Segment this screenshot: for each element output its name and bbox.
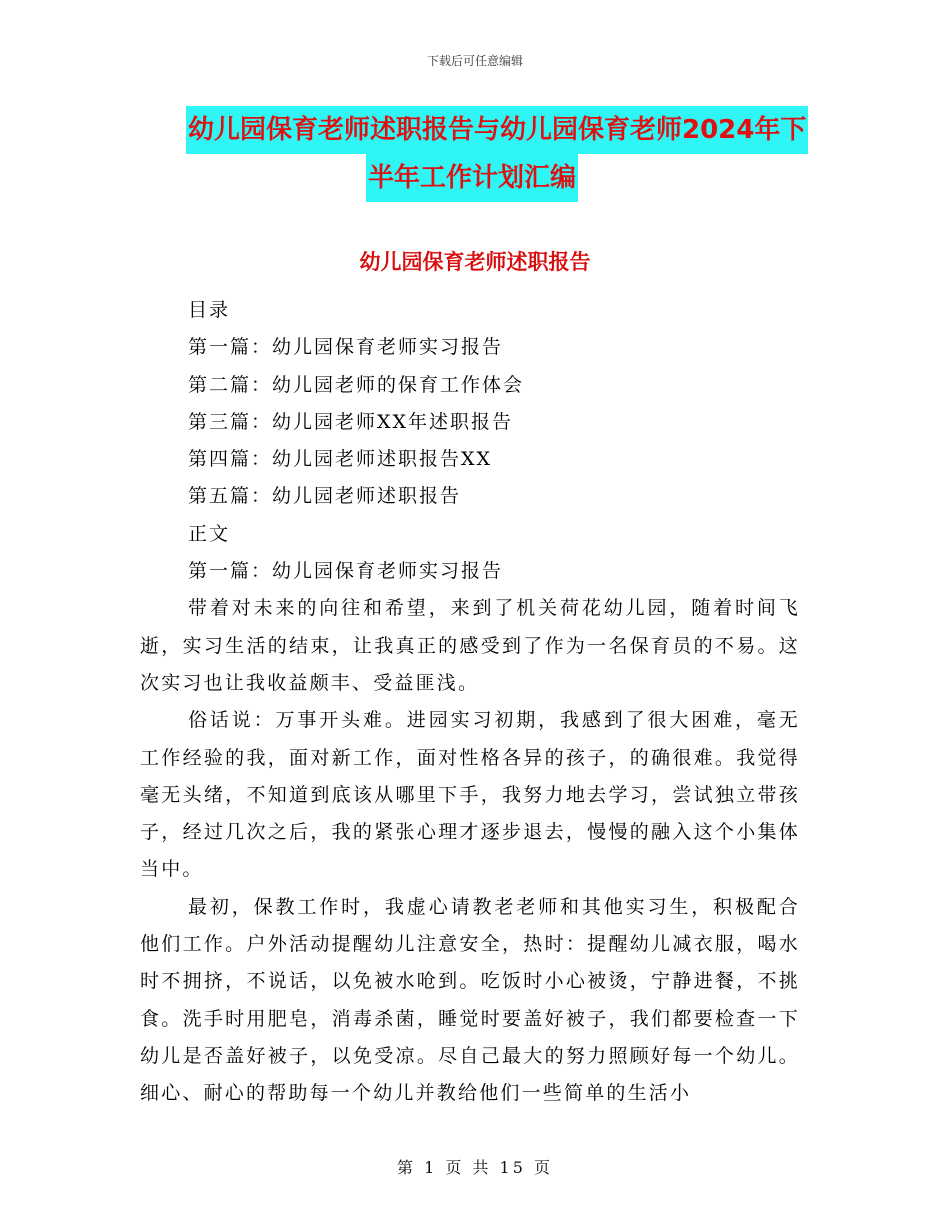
toc-item: 第三篇：幼儿园老师XX年述职报告 (188, 410, 514, 433)
chapter-heading: 第一篇：幼儿园保育老师实习报告 (188, 560, 504, 583)
paragraph: 俗话说：万事开头难。进园实习初期，我感到了很大困难，毫无工作经验的我，面对新工作，面对性格各异的孩子，的确很难。我觉得毫无头绪，不知道到底该从哪里下手，我努力地去学习，尝试独立带孩子，经过几次之后，我的紧张心理才逐步退去，慢慢的融入这个小集体当中。 (140, 709, 800, 881)
toc-item: 第四篇：幼儿园老师述职报告XX (188, 448, 493, 471)
document-title-line-2: 半年工作计划汇编 (366, 154, 578, 202)
body-heading: 正文 (188, 522, 231, 545)
toc-item: 第二篇：幼儿园老师的保育工作体会 (188, 373, 525, 396)
document-title-line-1: 幼儿园保育老师述职报告与幼儿园保育老师2024年下 (186, 106, 808, 154)
paragraph: 带着对未来的向往和希望，来到了机关荷花幼儿园，随着时间飞逝，实习生活的结束，让我真正的感受到了作为一名保育员的不易。这次实习也让我收益颇丰、受益匪浅。 (140, 597, 800, 694)
toc-heading: 目录 (188, 299, 231, 321)
toc-item: 第一篇：幼儿园保育老师实习报告 (188, 336, 504, 359)
paragraph: 最初，保教工作时，我虚心请教老老师和其他实习生，积极配合他们工作。户外活动提醒幼儿注意安全，热时：提醒幼儿减衣服，喝水时不拥挤，不说话，以免被水呛到。吃饭时小心被烫，宁静进餐，不挑食。洗手时用肥皂，消毒杀菌，睡觉时要盖好被子，我们都要检查一下幼儿是否盖好被子，以免受凉。尽自己最大的努力照顾好每一个幼儿。细心、耐心的帮助每一个幼儿并教给他们一些简单的生活小 (140, 895, 800, 1105)
document-title (186, 106, 826, 202)
header-note: 下载后可任意编辑 (426, 54, 523, 68)
page-footer: 第 1 页 共 15 页 (397, 1158, 553, 1177)
document-body (140, 292, 800, 1113)
toc-item: 第五篇：幼儿园老师述职报告 (188, 485, 462, 508)
section-title: 幼儿园保育老师述职报告 (359, 250, 591, 274)
